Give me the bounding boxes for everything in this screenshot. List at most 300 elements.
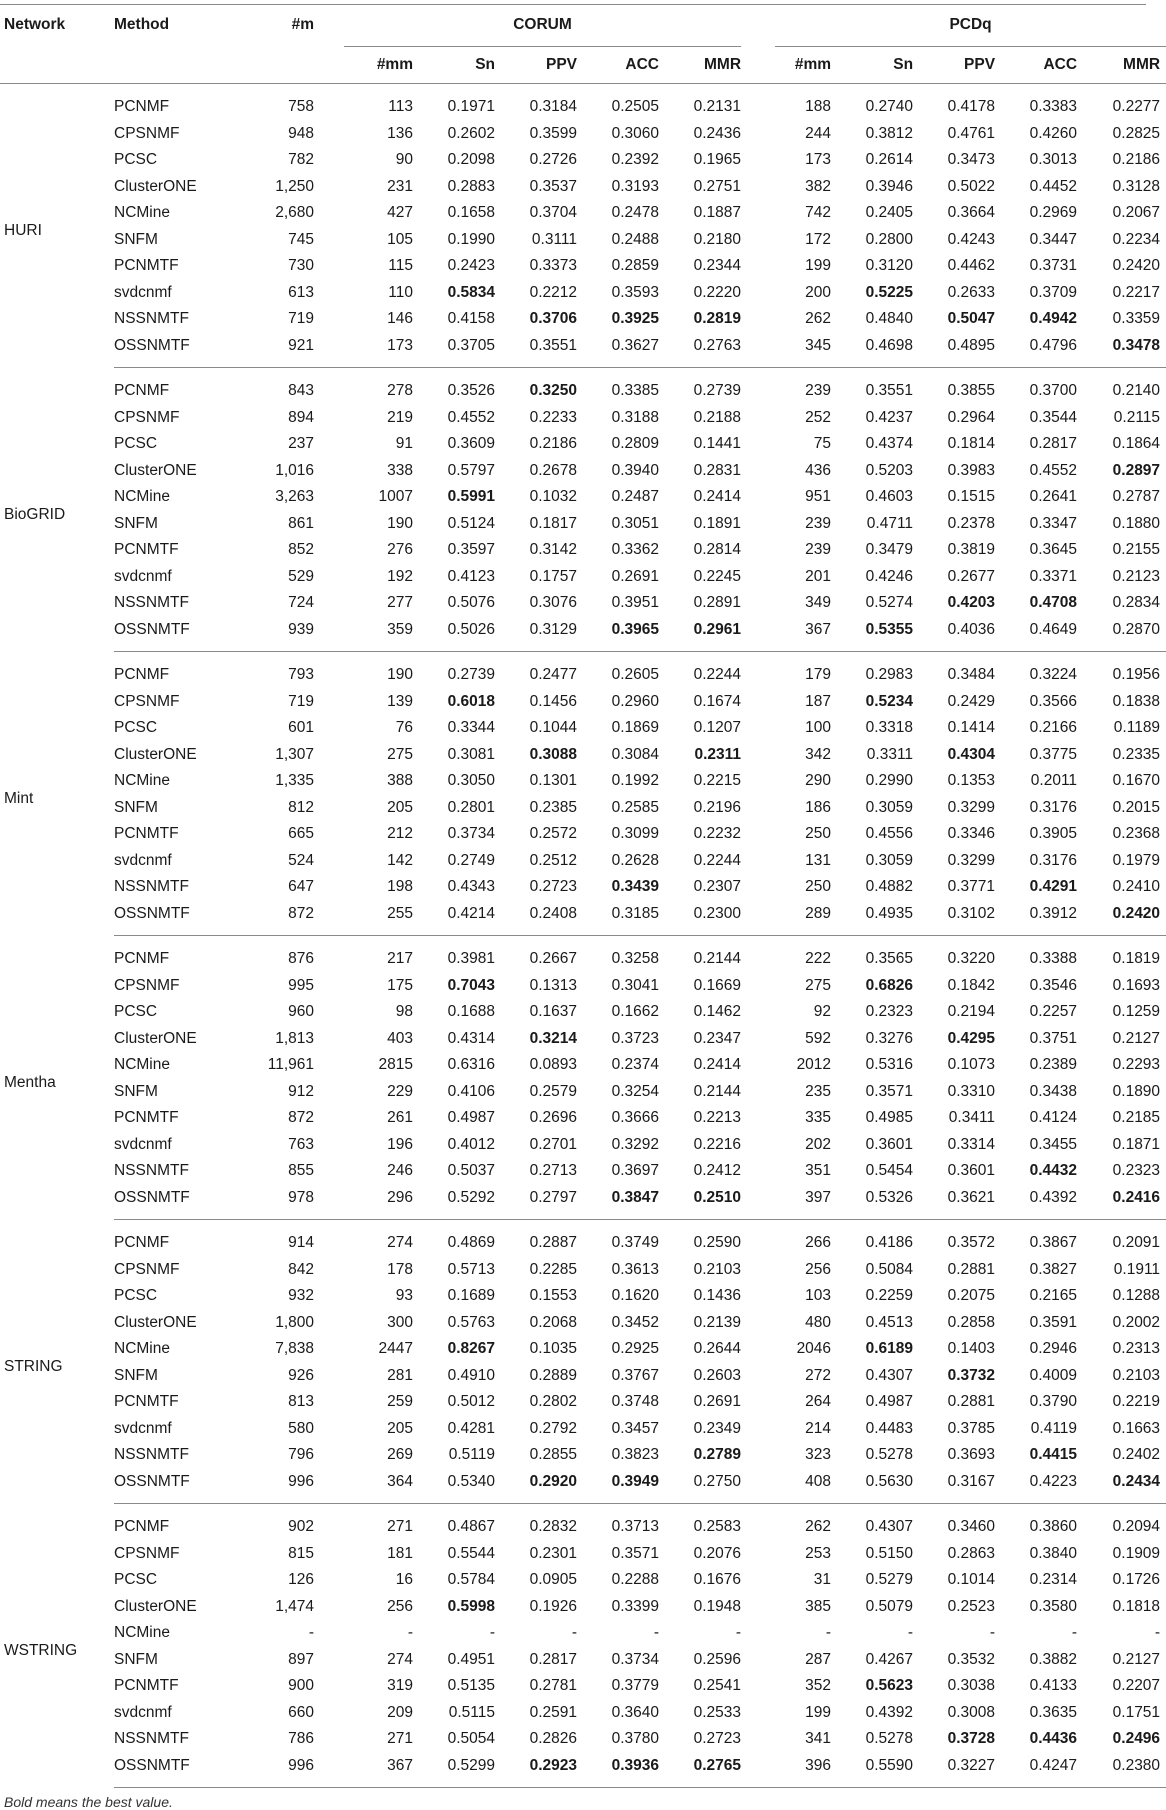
- pcdq-mm-cell: 349: [805, 594, 832, 612]
- spacer: [741, 405, 775, 432]
- method-cell: CPSNMF: [114, 692, 180, 710]
- pcdq-mmr-cell: 0.2140: [1112, 382, 1161, 400]
- pcdq-acc-cell: 0.3371: [1029, 567, 1078, 585]
- corum-acc-cell: 0.3385: [611, 382, 659, 400]
- table-row: [0, 1647, 1166, 1674]
- pcdq-mmr-cell: 0.2155: [1112, 541, 1161, 559]
- corum-ppv-cell: 0.2285: [529, 1260, 577, 1278]
- pcdq-acc-cell: 0.2969: [1029, 204, 1078, 222]
- pcdq-mmr-cell: 0.2103: [1112, 1366, 1161, 1384]
- table-row: [0, 848, 1166, 875]
- spacer: [314, 973, 344, 1000]
- corum-sn-cell: 0.5076: [447, 594, 495, 612]
- m-cell: -: [308, 1624, 314, 1642]
- spacer: [314, 1541, 344, 1568]
- m-cell: 876: [288, 950, 314, 968]
- m-cell: 1,800: [275, 1313, 314, 1331]
- header-network: Network: [4, 16, 66, 34]
- method-cell: PCNMF: [114, 382, 170, 400]
- pcdq-mm-cell: 266: [805, 1234, 832, 1252]
- pcdq-sn-cell: 0.5274: [865, 594, 914, 612]
- pcdq-ppv-cell: 0.1515: [947, 488, 996, 506]
- pcdq-acc-cell: 0.2011: [1030, 772, 1078, 790]
- m-cell: 665: [288, 825, 314, 843]
- corum-mm-cell: 274: [387, 1650, 413, 1668]
- spacer: [741, 537, 775, 564]
- pcdq-sn-cell: 0.5279: [865, 1571, 914, 1589]
- pcdq-sn-cell: 0.4246: [865, 567, 914, 585]
- method-cell: svdcnmf: [114, 283, 172, 301]
- corum-ppv-cell: 0.3111: [531, 230, 577, 248]
- corum-mmr-cell: 0.2349: [693, 1419, 742, 1437]
- corum-acc-cell: 0.3713: [611, 1518, 659, 1536]
- pcdq-acc-cell: 0.3176: [1029, 851, 1078, 869]
- pcdq-sn-cell: 0.3318: [865, 719, 914, 737]
- pcdq-ppv-cell: 0.2881: [947, 1260, 996, 1278]
- network-name: BioGRID: [4, 505, 66, 523]
- pcdq-ppv-cell: 0.4295: [947, 1029, 996, 1047]
- corum-acc-cell: 0.3767: [611, 1366, 659, 1384]
- corum-mmr-cell: 0.2213: [693, 1109, 742, 1127]
- spacer: [741, 689, 775, 716]
- m-cell: 580: [288, 1419, 314, 1437]
- corum-mmr-cell: 0.2311: [694, 745, 742, 763]
- corum-mm-cell: 98: [395, 1003, 413, 1021]
- spacer: [314, 742, 344, 769]
- pcdq-mmr-cell: 0.2002: [1112, 1313, 1161, 1331]
- pcdq-mm-cell: 275: [805, 976, 832, 994]
- pcdq-mmr-cell: 0.2127: [1112, 1650, 1161, 1668]
- m-cell: 11,961: [267, 1056, 314, 1074]
- spacer: [741, 768, 775, 795]
- corum-acc-cell: 0.1869: [611, 719, 659, 737]
- corum-acc-cell: 0.1620: [611, 1287, 659, 1305]
- m-cell: 926: [288, 1366, 314, 1384]
- spacer: [741, 1442, 775, 1469]
- corum-mm-cell: 269: [387, 1446, 413, 1464]
- pcdq-ppv-cell: 0.4895: [913, 333, 995, 368]
- corum-acc-cell: 0.3060: [611, 124, 659, 142]
- table-row: [0, 1026, 1166, 1053]
- network-group: [0, 1220, 1166, 1504]
- pcdq-ppv-cell: 0.4304: [947, 745, 996, 763]
- spacer: [314, 306, 344, 333]
- pcdq-ppv-cell: 0.4178: [947, 98, 996, 116]
- pcdq-sn-cell: 0.5630: [831, 1469, 913, 1504]
- pcdq-mm-cell: 264: [805, 1393, 832, 1411]
- m-cell: 855: [288, 1162, 314, 1180]
- spacer: [314, 1052, 344, 1079]
- pcdq-mm-cell: 199: [805, 1703, 832, 1721]
- corum-mmr-cell: 0.1436: [693, 1287, 742, 1305]
- method-cell: NSSNMTF: [114, 1730, 189, 1748]
- pcdq-mm-cell: 262: [805, 310, 832, 328]
- corum-sn-cell: 0.4951: [447, 1650, 495, 1668]
- table-row: [0, 511, 1166, 538]
- spacer: [314, 280, 344, 307]
- pcdq-acc-cell: 0.3882: [1029, 1650, 1078, 1668]
- pcdq-mmr-cell: 0.2335: [1112, 745, 1161, 763]
- pcdq-mmr-cell: 0.2123: [1112, 567, 1161, 585]
- corum-sn-cell: 0.1658: [447, 204, 495, 222]
- pcdq-sn-cell: 0.3059: [865, 798, 914, 816]
- corum-mmr-cell: 0.2751: [693, 177, 742, 195]
- pcdq-mm-cell: 31: [813, 1571, 832, 1589]
- network-name: STRING: [4, 1357, 63, 1375]
- pcdq-mm-cell: 351: [805, 1162, 832, 1180]
- corum-sn-cell: 0.2098: [447, 151, 495, 169]
- pcdq-mmr-cell: 0.2496: [1112, 1730, 1161, 1748]
- corum-acc-cell: 0.3362: [611, 541, 659, 559]
- spacer: [314, 1310, 344, 1337]
- spacer: [314, 121, 344, 148]
- pcdq-acc-cell: 0.4247: [995, 1753, 1077, 1788]
- corum-sn-cell: 0.2801: [447, 798, 495, 816]
- corum-sn-cell: 0.4012: [447, 1135, 495, 1153]
- corum-mmr-cell: 0.2763: [659, 333, 741, 368]
- corum-ppv-cell: 0.3704: [529, 204, 577, 222]
- spacer: [314, 458, 344, 485]
- header-pcdq: PCDq: [949, 16, 992, 33]
- pcdq-acc-cell: 0.3827: [1029, 1260, 1078, 1278]
- pcdq-sn-cell: 0.3120: [865, 257, 914, 275]
- header-pcdq-mmr: MMR: [1077, 47, 1166, 84]
- pcdq-sn-cell: 0.2990: [865, 772, 914, 790]
- table-row: [0, 405, 1166, 432]
- pcdq-ppv-cell: 0.3102: [913, 901, 995, 936]
- pcdq-ppv-cell: 0.3167: [913, 1469, 995, 1504]
- pcdq-sn-cell: 0.5084: [865, 1260, 914, 1278]
- corum-mm-cell: 219: [387, 408, 413, 426]
- spacer: [314, 1673, 344, 1700]
- corum-mm-cell: 255: [344, 901, 413, 936]
- pcdq-acc-cell: 0.4436: [1029, 1730, 1078, 1748]
- pcdq-acc-cell: 0.3867: [1029, 1234, 1078, 1252]
- corum-sn-cell: 0.6018: [447, 692, 495, 710]
- pcdq-ppv-cell: 0.3771: [947, 878, 996, 896]
- corum-sn-cell: -: [489, 1624, 495, 1642]
- corum-acc-cell: 0.3041: [611, 976, 659, 994]
- pcdq-sn-cell: -: [907, 1624, 914, 1642]
- corum-ppv-cell: 0.2591: [529, 1703, 577, 1721]
- pcdq-ppv-cell: 0.2429: [947, 692, 996, 710]
- table-row: [0, 1310, 1166, 1337]
- pcdq-ppv-cell: 0.1814: [947, 435, 996, 453]
- corum-mm-cell: 93: [395, 1287, 413, 1305]
- m-cell: 996: [234, 1753, 314, 1788]
- corum-sn-cell: 0.4910: [447, 1366, 495, 1384]
- spacer: [314, 1504, 344, 1541]
- pcdq-acc-cell: 0.4291: [1029, 878, 1078, 896]
- corum-ppv-cell: 0.1313: [529, 976, 577, 994]
- table-row: [0, 1389, 1166, 1416]
- pcdq-ppv-cell: 0.3299: [947, 851, 996, 869]
- spacer: [741, 1257, 775, 1284]
- corum-mmr-cell: 0.2131: [693, 98, 742, 116]
- method-cell: PCNMTF: [114, 257, 179, 275]
- corum-mm-cell: 229: [387, 1082, 413, 1100]
- table-row: [0, 874, 1166, 901]
- corum-mmr-cell: 0.2300: [659, 901, 741, 936]
- pcdq-acc-cell: 0.2641: [1029, 488, 1078, 506]
- m-cell: 730: [288, 257, 314, 275]
- corum-mm-cell: 113: [388, 98, 413, 116]
- pcdq-acc-cell: 0.3580: [1029, 1597, 1078, 1615]
- pcdq-mm-cell: 252: [805, 408, 832, 426]
- pcdq-acc-cell: 0.3905: [1029, 825, 1078, 843]
- method-cell: PCNMTF: [114, 825, 179, 843]
- pcdq-mmr-cell: 0.1871: [1112, 1135, 1161, 1153]
- pcdq-mmr-cell: 0.1864: [1112, 435, 1161, 453]
- table-row: [0, 1594, 1166, 1621]
- corum-ppv-cell: 0.1032: [529, 488, 577, 506]
- pcdq-sn-cell: 0.4985: [865, 1109, 914, 1127]
- m-cell: 921: [234, 333, 314, 368]
- spacer: [741, 999, 775, 1026]
- pcdq-ppv-cell: 0.3732: [947, 1366, 996, 1384]
- corum-mmr-cell: 0.2583: [693, 1518, 742, 1536]
- pcdq-mm-cell: 396: [775, 1753, 831, 1788]
- pcdq-mmr-cell: 0.3478: [1077, 333, 1166, 368]
- corum-ppv-cell: 0.2781: [529, 1677, 577, 1695]
- pcdq-mmr-cell: 0.1189: [1113, 719, 1161, 737]
- pcdq-sn-cell: 0.2740: [865, 98, 914, 116]
- method-cell: NCMine: [114, 488, 170, 506]
- corum-ppv-cell: 0.3142: [529, 541, 577, 559]
- pcdq-ppv-cell: 0.3484: [947, 666, 996, 684]
- corum-mm-cell: 1007: [378, 488, 413, 506]
- pcdq-ppv-cell: 0.4761: [947, 124, 996, 142]
- spacer: [314, 1700, 344, 1727]
- spacer: [741, 564, 775, 591]
- corum-mmr-cell: 0.2814: [693, 541, 742, 559]
- corum-acc-cell: 0.3185: [577, 901, 659, 936]
- pcdq-sn-cell: 0.3479: [865, 541, 914, 559]
- corum-mmr-cell: 0.2144: [693, 1082, 742, 1100]
- pcdq-ppv-cell: 0.3346: [947, 825, 996, 843]
- spacer: [741, 1389, 775, 1416]
- pcdq-mm-cell: 250: [805, 878, 832, 896]
- corum-sn-cell: 0.4214: [413, 901, 495, 936]
- corum-mm-cell: 198: [387, 878, 413, 896]
- spacer: [314, 1257, 344, 1284]
- table-row: [0, 537, 1166, 564]
- pcdq-sn-cell: 0.5278: [865, 1446, 914, 1464]
- corum-acc-cell: -: [653, 1624, 659, 1642]
- pcdq-mmr-cell: 0.2434: [1077, 1469, 1166, 1504]
- corum-sn-cell: 0.5135: [447, 1677, 495, 1695]
- pcdq-ppv-cell: 0.1842: [947, 976, 996, 994]
- pcdq-sn-cell: 0.2983: [865, 666, 914, 684]
- pcdq-acc-cell: 0.4415: [1029, 1446, 1078, 1464]
- corum-sn-cell: 0.3344: [447, 719, 495, 737]
- spacer: [314, 431, 344, 458]
- corum-ppv-cell: 0.2701: [529, 1135, 577, 1153]
- corum-mmr-cell: 0.2216: [693, 1135, 742, 1153]
- table-row: [0, 1620, 1166, 1647]
- pcdq-mm-cell: 187: [805, 692, 832, 710]
- m-cell: 813: [288, 1393, 314, 1411]
- pcdq-sn-cell: 0.5355: [831, 617, 913, 652]
- corum-ppv-cell: 0.1456: [529, 692, 577, 710]
- pcdq-ppv-cell: 0.2677: [947, 567, 996, 585]
- corum-acc-cell: 0.3399: [611, 1597, 659, 1615]
- spacer: [314, 1026, 344, 1053]
- method-cell: OSSNMTF: [114, 1469, 234, 1504]
- corum-sn-cell: 0.5115: [448, 1703, 495, 1721]
- m-cell: 782: [288, 151, 314, 169]
- network-group: [0, 368, 1166, 652]
- method-cell: NSSNMTF: [114, 1162, 189, 1180]
- pcdq-mm-cell: 179: [805, 666, 832, 684]
- corum-mmr-cell: 0.1948: [693, 1597, 742, 1615]
- corum-mm-cell: 173: [344, 333, 413, 368]
- m-cell: 812: [288, 798, 314, 816]
- pcdq-acc-cell: 0.4133: [1029, 1677, 1078, 1695]
- pcdq-mmr-cell: 0.1818: [1112, 1597, 1161, 1615]
- spacer: [741, 1567, 775, 1594]
- corum-mm-cell: 388: [387, 772, 413, 790]
- spacer: [741, 1026, 775, 1053]
- table-row: [0, 689, 1166, 716]
- corum-mm-cell: 271: [387, 1730, 413, 1748]
- spacer: [314, 689, 344, 716]
- pcdq-mm-cell: 382: [805, 177, 832, 195]
- m-cell: 897: [288, 1650, 314, 1668]
- spacer: [314, 1158, 344, 1185]
- corum-ppv-cell: 0.2797: [495, 1185, 577, 1220]
- table-row: [0, 936, 1166, 973]
- corum-sn-cell: 0.5054: [447, 1730, 495, 1748]
- corum-sn-cell: 0.5834: [447, 283, 495, 301]
- corum-ppv-cell: 0.2068: [529, 1313, 577, 1331]
- spacer: [741, 874, 775, 901]
- spacer: [314, 1469, 344, 1504]
- corum-sn-cell: 0.5544: [447, 1544, 495, 1562]
- m-cell: 2,680: [275, 204, 314, 222]
- corum-mmr-cell: 0.2196: [693, 798, 742, 816]
- pcdq-mm-cell: 200: [805, 283, 832, 301]
- pcdq-sn-cell: 0.6826: [865, 976, 914, 994]
- corum-mm-cell: 359: [344, 617, 413, 652]
- network-group: [0, 1504, 1166, 1788]
- corum-mm-cell: 142: [387, 851, 413, 869]
- pcdq-ppv-cell: 0.2633: [947, 283, 996, 301]
- corum-ppv-cell: 0.3706: [529, 310, 577, 328]
- table-row: [0, 121, 1166, 148]
- pcdq-acc-cell: 0.4942: [1029, 310, 1078, 328]
- m-cell: 660: [288, 1703, 314, 1721]
- spacer: [741, 742, 775, 769]
- network-name: Mint: [4, 789, 34, 807]
- pcdq-acc-cell: 0.2817: [1029, 435, 1078, 453]
- spacer: [741, 652, 775, 689]
- corum-mmr-cell: 0.2819: [693, 310, 742, 328]
- corum-sn-cell: 0.5119: [448, 1446, 495, 1464]
- pcdq-sn-cell: 0.3812: [865, 124, 914, 142]
- corum-mm-cell: 91: [395, 435, 413, 453]
- m-cell: 745: [288, 230, 314, 248]
- spacer: [741, 715, 775, 742]
- pcdq-acc-cell: 0.3840: [1029, 1544, 1078, 1562]
- corum-mmr-cell: 0.1887: [693, 204, 742, 222]
- pcdq-mmr-cell: 0.1663: [1112, 1419, 1161, 1437]
- table-row: [0, 200, 1166, 227]
- corum-mm-cell: 181: [387, 1544, 413, 1562]
- corum-mm-cell: 76: [395, 719, 413, 737]
- corum-sn-cell: 0.4314: [447, 1029, 495, 1047]
- corum-mm-cell: 190: [387, 514, 413, 532]
- pcdq-ppv-cell: 0.3621: [913, 1185, 995, 1220]
- method-cell: PCSC: [114, 435, 158, 453]
- spacer: [741, 431, 775, 458]
- pcdq-mmr-cell: 0.1956: [1112, 666, 1161, 684]
- corum-mmr-cell: 0.2180: [693, 230, 742, 248]
- spacer: [741, 1416, 775, 1443]
- pcdq-mm-cell: 235: [805, 1082, 832, 1100]
- corum-sn-cell: 0.3705: [413, 333, 495, 368]
- pcdq-mm-cell: 188: [805, 98, 832, 116]
- method-cell: PCNMF: [114, 1518, 170, 1536]
- corum-mmr-cell: 0.2215: [693, 772, 742, 790]
- corum-ppv-cell: 0.2233: [529, 408, 577, 426]
- corum-mm-cell: 261: [387, 1109, 413, 1127]
- header-pcdq-acc: ACC: [995, 47, 1077, 84]
- corum-mmr-cell: 0.1441: [693, 435, 742, 453]
- corum-mmr-cell: 0.2245: [693, 567, 742, 585]
- pcdq-sn-cell: 0.3551: [865, 382, 914, 400]
- pcdq-acc-cell: 0.3775: [1029, 745, 1078, 763]
- pcdq-acc-cell: 0.3635: [1029, 1703, 1078, 1721]
- method-cell: PCSC: [114, 1287, 158, 1305]
- corum-mm-cell: 217: [387, 950, 413, 968]
- corum-mm-cell: 300: [387, 1313, 413, 1331]
- pcdq-acc-cell: 0.3224: [1029, 666, 1078, 684]
- method-cell: NSSNMTF: [114, 310, 189, 328]
- corum-mmr-cell: 0.2891: [693, 594, 742, 612]
- spacer: [741, 617, 775, 652]
- pcdq-mm-cell: 742: [805, 204, 832, 222]
- pcdq-mm-cell: 103: [805, 1287, 832, 1305]
- pcdq-acc-cell: 0.4796: [995, 333, 1077, 368]
- pcdq-acc-cell: 0.3700: [1029, 382, 1078, 400]
- spacer: [741, 795, 775, 822]
- pcdq-sn-cell: 0.3601: [865, 1135, 914, 1153]
- pcdq-mmr-cell: 0.1909: [1112, 1544, 1161, 1562]
- network-group: [0, 936, 1166, 1220]
- pcdq-ppv-cell: 0.2194: [947, 1003, 996, 1021]
- corum-acc-cell: 0.2925: [611, 1340, 659, 1358]
- pcdq-ppv-cell: 0.5047: [947, 310, 996, 328]
- corum-acc-cell: 0.3965: [577, 617, 659, 652]
- m-cell: 842: [288, 1260, 314, 1278]
- network-name: Mentha: [4, 1073, 56, 1091]
- table-row: [0, 1541, 1166, 1568]
- method-cell: PCNMF: [114, 950, 170, 968]
- corum-mmr-cell: 0.1891: [693, 514, 742, 532]
- m-cell: 900: [288, 1677, 314, 1695]
- spacer: [314, 1620, 344, 1647]
- spacer: [741, 147, 775, 174]
- spacer: [314, 253, 344, 280]
- pcdq-ppv-cell: 0.2378: [947, 514, 996, 532]
- corum-mmr-cell: 0.2590: [693, 1234, 742, 1252]
- spacer: [314, 1336, 344, 1363]
- corum-ppv-cell: 0.3076: [529, 594, 577, 612]
- spacer: [741, 1185, 775, 1220]
- pcdq-mmr-cell: -: [1154, 1624, 1161, 1642]
- pcdq-mmr-cell: 0.2186: [1112, 151, 1161, 169]
